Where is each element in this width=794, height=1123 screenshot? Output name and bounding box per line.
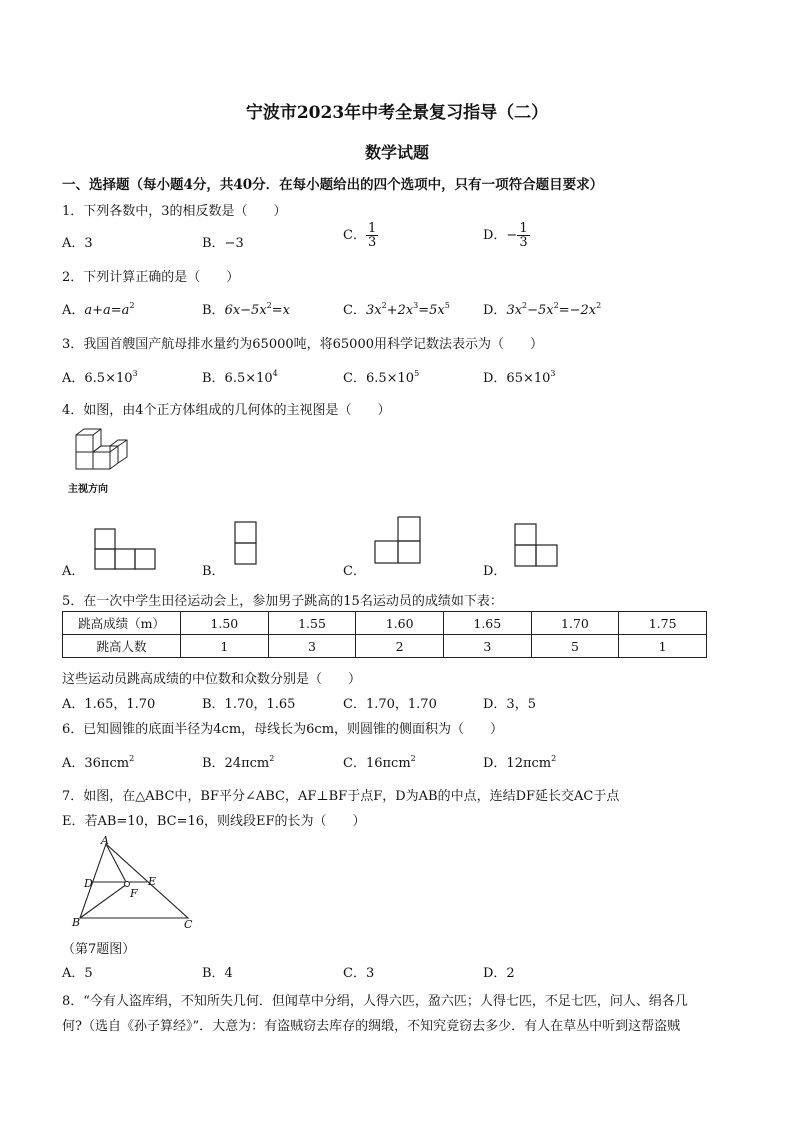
q5-stem: 5．在一次中学生田径运动会上，参加男子跳高的15名运动员的成绩如下表： xyxy=(62,594,503,609)
q1-option-b: B．−3 xyxy=(202,236,244,251)
q4-option-c-view-icon xyxy=(374,516,442,566)
q3-option-a xyxy=(62,367,138,386)
q6-option-d-text: D．12πcm xyxy=(483,756,552,771)
q7-label-e: E xyxy=(148,875,157,888)
q7-label-b: B xyxy=(72,916,81,929)
q2-option-b-expr: 6x−5x xyxy=(224,303,267,318)
exponent: 2 xyxy=(129,754,135,763)
q7-stem-line2: E．若AB=10，BC=16，则线段EF的长为（ ） xyxy=(62,814,366,829)
q6-option-a xyxy=(62,752,134,771)
q7-option-d: D．2 xyxy=(483,966,515,981)
q7-label-f: F xyxy=(130,887,138,900)
q3-stem: 3．我国首艘国产航母排水量约为65000吨，将65000用科学记数法表示为（ ） xyxy=(62,337,543,352)
q2-option-b-label: B． xyxy=(202,303,225,318)
exponent: 2 xyxy=(129,301,135,310)
q2-option-b xyxy=(202,299,290,318)
q5-option-a: A．1.65，1.70 xyxy=(62,697,156,712)
q5-option-b: B．1.70，1.65 xyxy=(202,697,296,712)
page-title: 宁波市2023年中考全景复习指导（二） xyxy=(245,103,549,123)
q4-stem: 4．如图，由4个正方体组成的几何体的主视图是（ ） xyxy=(62,403,391,418)
q6-option-c-text: C．16πcm xyxy=(343,756,411,771)
q6-option-b xyxy=(202,752,274,771)
q4-option-a-view-icon xyxy=(94,528,158,572)
q2-option-b-expr: =x xyxy=(271,303,290,318)
q2-option-c xyxy=(343,299,450,318)
table-cell: 3 xyxy=(268,635,356,658)
table-row xyxy=(63,635,707,658)
table-cell: 1.70 xyxy=(531,612,619,635)
exponent: 2 xyxy=(269,754,275,763)
q4-figure-caption: 主视方向 xyxy=(68,484,108,495)
q6-stem: 6．已知圆锥的底面半径为4cm，母线长为6cm，则圆锥的侧面积为（ ） xyxy=(62,722,504,737)
table-cell: 3 xyxy=(443,635,531,658)
q2-option-c-expr: =5x xyxy=(418,303,445,318)
q4-option-b: B． xyxy=(202,564,225,579)
q1-option-d-fraction xyxy=(517,222,529,249)
table-cell: 5 xyxy=(531,635,619,658)
q1-option-d xyxy=(483,222,530,249)
q7-option-b: B．4 xyxy=(202,966,233,981)
q7-label-a: A xyxy=(101,836,109,847)
exponent: 2 xyxy=(553,301,559,310)
q3-option-b xyxy=(202,367,278,386)
table-cell: 跳高人数 xyxy=(63,635,181,658)
fraction-denominator: 3 xyxy=(367,235,377,250)
q6-option-c xyxy=(343,752,416,771)
q2-option-c-expr: 3x xyxy=(365,303,382,318)
q3-option-c xyxy=(343,367,419,386)
q4-option-d-view-icon xyxy=(514,523,560,569)
table-cell: 跳高成绩（m） xyxy=(63,612,181,635)
q6-option-b-text: B．24πcm xyxy=(202,756,270,771)
q2-option-d-expr: =−2x xyxy=(558,303,597,318)
q2-option-a-expr: a+a=a xyxy=(84,303,130,318)
table-cell: 1 xyxy=(181,635,269,658)
q4-option-a: A． xyxy=(62,564,85,579)
q2-option-a xyxy=(62,299,135,318)
q6-option-d xyxy=(483,752,556,771)
fraction-numerator: 1 xyxy=(367,221,377,236)
q6-option-a-text: A．36πcm xyxy=(62,756,130,771)
q8-stem-line2: 何?（选自《孙子算经》”．大意为：有盗贼窃去库存的绸缎，不知究竟窃去多少．有人在草丛中听到这帮盗贼 xyxy=(62,1019,681,1034)
q3-option-d-text: D．65×10 xyxy=(483,371,551,386)
exponent: 3 xyxy=(550,369,556,378)
q3-option-c-text: C．6.5×10 xyxy=(343,371,415,386)
q4-option-c: C． xyxy=(343,564,366,579)
q3-option-d xyxy=(483,367,556,386)
exponent: 4 xyxy=(272,369,278,378)
q7-option-a: A．5 xyxy=(62,966,93,981)
q2-option-a-label: A． xyxy=(62,303,85,318)
exponent: 3 xyxy=(132,369,138,378)
q2-option-c-expr: +2x xyxy=(386,303,414,318)
q7-triangle-figure xyxy=(66,836,206,931)
section-heading: 一、选择题（每小题4分，共40分．在每小题给出的四个选项中，只有一项符合题目要求） xyxy=(62,177,604,193)
q4-option-d: D． xyxy=(483,564,507,579)
q2-option-d xyxy=(483,299,601,318)
q2-option-c-label: C． xyxy=(343,303,366,318)
q5-score-table xyxy=(62,611,707,658)
table-cell: 1.60 xyxy=(356,612,444,635)
q3-option-a-text: A．6.5×10 xyxy=(62,371,133,386)
q3-option-b-text: B．6.5×10 xyxy=(202,371,273,386)
exponent: 2 xyxy=(596,301,602,310)
q7-figure-caption: （第7题图） xyxy=(62,942,136,957)
fraction-denominator: 3 xyxy=(519,235,528,250)
q2-option-d-expr: −5x xyxy=(527,303,554,318)
exponent: 5 xyxy=(414,369,420,378)
table-cell: 2 xyxy=(356,635,444,658)
q7-option-c: C．3 xyxy=(343,966,375,981)
q5-question: 这些运动员跳高成绩的中位数和众数分别是（ ） xyxy=(62,672,362,687)
exponent: 2 xyxy=(410,754,416,763)
q7-label-d: D xyxy=(84,877,93,890)
q7-stem-line1: 7．如图，在△ABC中，BF平分∠ABC，AF⊥BF于点F，D为AB的中点，连结DF延长交AC于点 xyxy=(62,789,620,804)
table-cell: 1.65 xyxy=(443,612,531,635)
table-cell: 1.75 xyxy=(619,612,707,635)
fraction-numerator: 1 xyxy=(519,221,528,236)
exponent: 2 xyxy=(551,754,557,763)
exponent: 2 xyxy=(381,301,387,310)
q5-option-c: C．1.70，1.70 xyxy=(343,697,437,712)
q4-cube-figure xyxy=(70,425,140,475)
q1-option-a: A．3 xyxy=(62,236,93,251)
q2-stem: 2．下列计算正确的是（ ） xyxy=(62,270,240,285)
q2-option-d-expr: 3x xyxy=(506,303,523,318)
q8-stem-line1: 8．“今有人盗库绢，不知所失几何．但闻草中分绢，人得六匹，盈六匹；人得七匹，不足七匹，问人、绢各几 xyxy=(62,994,688,1009)
exponent: 3 xyxy=(413,301,419,310)
page-subtitle: 数学试题 xyxy=(364,143,429,162)
exponent: 2 xyxy=(522,301,528,310)
table-cell: 1.50 xyxy=(181,612,269,635)
q4-option-b-view-icon xyxy=(234,521,258,567)
exponent: 5 xyxy=(444,301,450,310)
table-row xyxy=(63,612,707,635)
q1-option-c-fraction xyxy=(366,222,378,249)
q2-option-d-label: D． xyxy=(483,303,507,318)
q1-option-d-label: D．− xyxy=(483,228,518,243)
q1-option-c-label: C． xyxy=(343,228,366,243)
q5-option-d: D．3，5 xyxy=(483,697,536,712)
exponent: 2 xyxy=(266,301,272,310)
table-cell: 1.55 xyxy=(268,612,356,635)
q7-label-c: C xyxy=(184,918,193,931)
q1-option-c xyxy=(343,222,378,249)
table-cell: 1 xyxy=(619,635,707,658)
q1-stem: 1．下列各数中，3的相反数是（ ） xyxy=(62,204,287,219)
